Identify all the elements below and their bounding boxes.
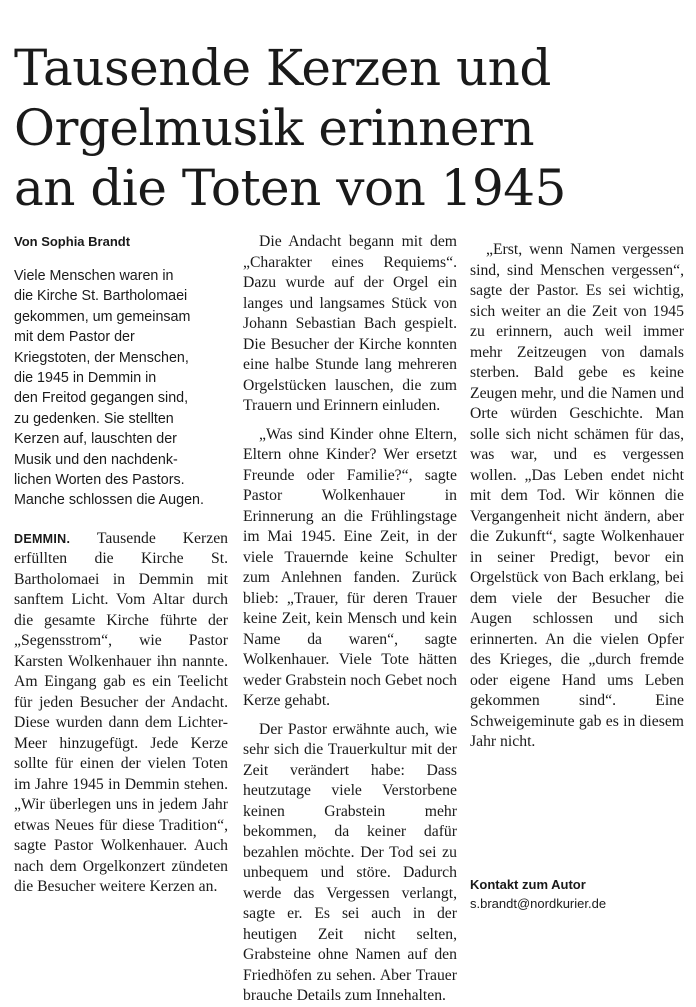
headline	[14, 38, 686, 218]
intro-line: mit dem Pastor der	[14, 329, 135, 346]
intro-line: Kriegstoten, der Menschen,	[14, 349, 189, 366]
intro-line: Viele Menschen waren in	[14, 268, 174, 284]
headline-line-3: an die Toten von 1945	[14, 158, 566, 217]
author-email-link[interactable]: s.brandt@nordkurier.de	[470, 896, 607, 911]
intro-line: Manche schlossen die Augen.	[14, 492, 204, 509]
body-paragraph-4: Der Pastor erwähnte auch, wie sehr sich die Trauerkultur mit der Zeit verändert habe: Dass heutzutage viele Verstorbene keinen Grabstein mehr bekommen, da keiner dafür bezahlen möchte. Der Tod sei zu unbequem und störe. Dadurch werde das Vergessen verlangt, sagte er. Es sei auch in der heutigen Zeit nicht selten, Grabsteine ohne Namen auf den Friedhöfen zu sehen. Aber Trauer brauche Details zum Innehalten.	[243, 720, 457, 1004]
intro-line: Kerzen auf, lauschten der	[14, 431, 177, 448]
column-1	[14, 232, 228, 898]
headline-line-1: Tausende Kerzen und	[14, 38, 551, 97]
contact-label: Kontakt zum Autor	[470, 877, 586, 892]
byline: Von Sophia Brandt	[14, 234, 131, 249]
intro-line: den Freitod gegangen sind,	[14, 390, 189, 407]
intro-line: Musik und den nachdenk-	[14, 451, 178, 468]
body-paragraph-3: „Was sind Kinder ohne Eltern, Eltern ohne Kinder? Wer ersetzt Freunde oder Familie?“, sagte Pastor Wolkenhauer in Erinnerung an die Frühlingstage im Mai 1945. Eine Zeit, in der viele Trauernde keine Schulter zum Anlehnen fanden. Zurück blieb: „Trauer, für deren Trauer keine Zeit, kein Mensch und kein Name da waren“, sagte Wolkenhauer. Viele Tote hätten weder Grabstein noch Gebet noch Kerze gehabt.	[243, 425, 457, 709]
intro-line: zu gedenken. Sie stellten	[14, 410, 174, 427]
intro-line: die 1945 in Demmin in	[14, 370, 157, 387]
intro-line: die Kirche St. Bartholomaei	[14, 288, 188, 305]
body-paragraph-1	[14, 529, 228, 898]
intro-line: lichen Worten des Pastors.	[14, 472, 185, 489]
body-paragraph-5: „Erst, wenn Namen vergessen sind, sind Menschen vergessen“, sagte der Pastor. Es sei wichtig, sich weiter an die Zeit von 1945 zu erinnern, auch weil immer mehr Zeitzeugen von damals sterben. Bald gebe es keine Zeugen mehr, und die Namen und Orte würden Geschichte. Man solle sich nicht schämen für das, was war, und es vergessen wollen. „Das Leben endet nicht mit dem Tod. Wir können die Vergangenheit nicht ändern, aber die Zukunft“, sagte Wolkenhauer in seiner Predigt, bevor ein Orgelstück von Bach erklang, bei dem viele der Besucher die Augen schlossen und sich erinnerten. An die vielen Opfer des Krieges, die „durch fremde oder eigene Hand ums Leben gekommen sind“. Eine Schweigeminute gab es in diesem Jahr nicht.	[470, 241, 684, 750]
author-contact	[470, 875, 684, 913]
column-2	[243, 232, 457, 1007]
intro-line: gekommen, um gemeinsam	[14, 308, 191, 325]
dateline: DEMMIN.	[14, 531, 71, 546]
body-paragraph-2: Die Andacht begann mit dem „Charakter eines Requiems“. Dazu wurde auf der Orgel ein langes und langsames Stück von Johann Sebastian Bach gespielt. Die Besucher der Kirche konnten eine halbe Stunde lang mehreren Orgelstücken lauschen, die zum Trauern und Erinnern einluden.	[243, 233, 457, 414]
headline-line-2: Orgelmusik erinnern	[14, 98, 535, 157]
column-3	[470, 232, 684, 753]
intro-teaser	[14, 266, 228, 511]
body-paragraph-1-text: Tausende Kerzen erfüllten die Kirche St. Bartholomaei in Demmin mit sanftem Licht. Vom Altar durch die gesamte Kirche führte der „Segensstrom“, wie Pastor Karsten Wolkenhauer ihn nannte. Am Eingang gab es ein Teelicht für jeden Besucher der Andacht. Diese wurden dann dem Lichter-Meer hinzugefügt. Jede Kerze sollte für einen der vielen Toten im Jahre 1945 in Demmin stehen. „Wir überlegen uns in jedem Jahr etwas Neues für diese Tradition“, sagte Pastor Wolkenhauer. Auch nach dem Orgelkonzert zündeten die Besucher weitere Kerzen an.	[14, 529, 228, 896]
